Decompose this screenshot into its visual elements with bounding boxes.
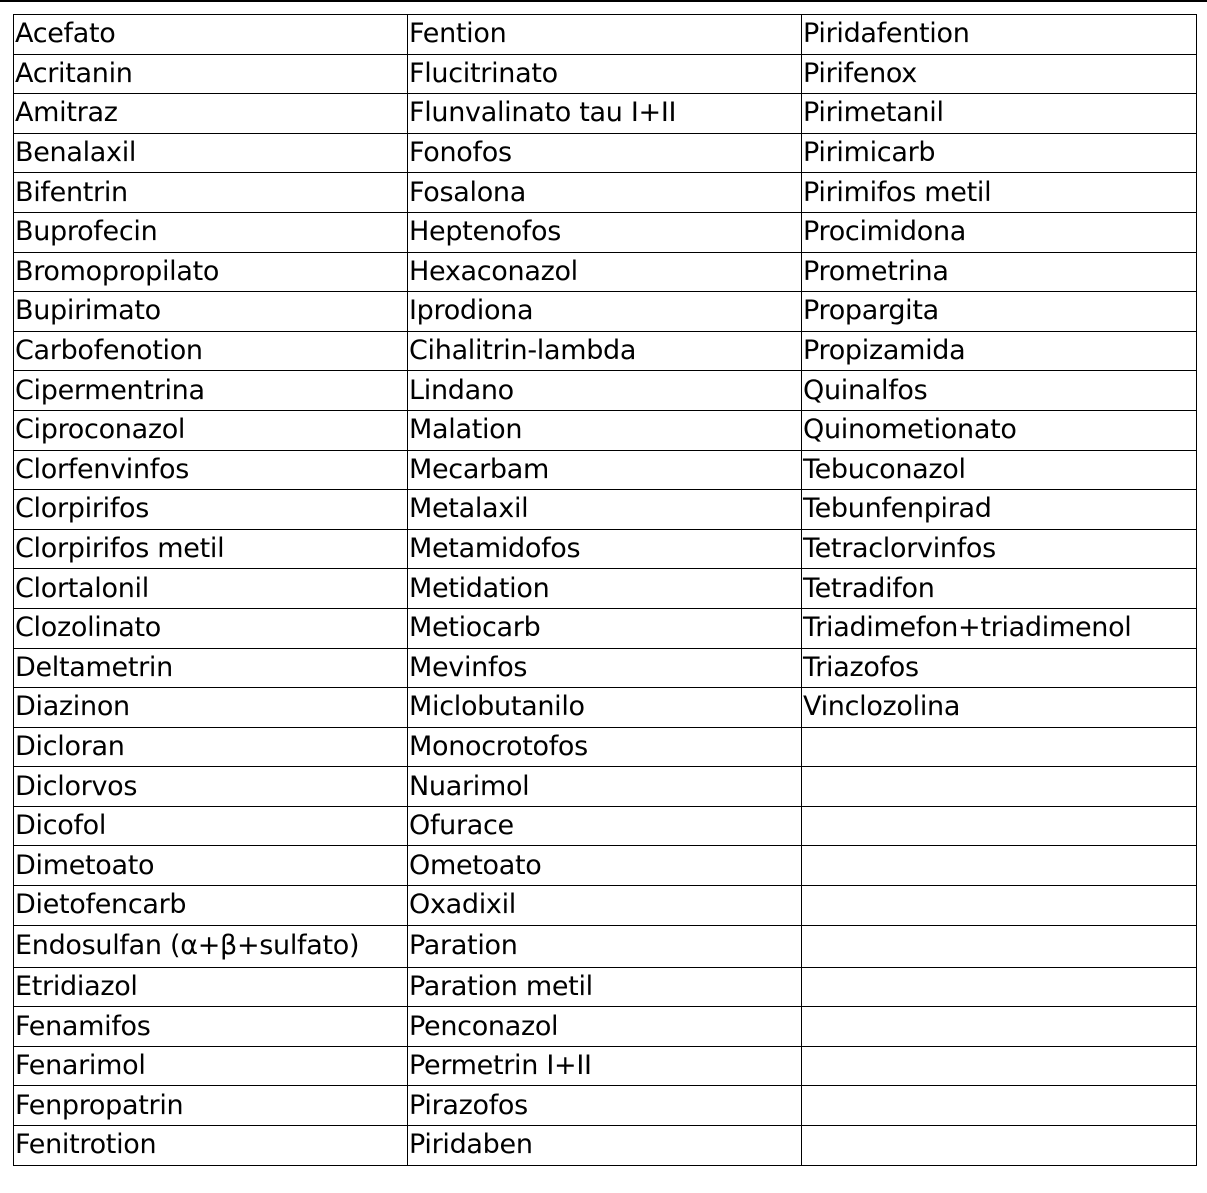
table-cell: Piridaben: [408, 1126, 802, 1166]
table-cell: Propargita: [802, 292, 1197, 332]
table-cell: Quinometionato: [802, 410, 1197, 450]
table-row: [14, 15, 1197, 55]
table-cell: Amitraz: [14, 94, 408, 134]
table-cell: Piridafention: [802, 15, 1197, 55]
table-cell: Ometoato: [408, 846, 802, 886]
table-cell: Acritanin: [14, 54, 408, 94]
table-cell: Diclorvos: [14, 767, 408, 807]
table-row: [14, 967, 1197, 1007]
table-cell: Pirimetanil: [802, 94, 1197, 134]
table-cell: Cihalitrin-lambda: [408, 331, 802, 371]
table-cell: Iprodiona: [408, 292, 802, 332]
table-cell: [802, 1086, 1197, 1126]
table-cell: Propizamida: [802, 331, 1197, 371]
table-cell: Endosulfan (α+β+sulfato): [14, 925, 408, 967]
table-cell: Pirimicarb: [802, 133, 1197, 173]
table-cell: Nuarimol: [408, 767, 802, 807]
table-cell: Ofurace: [408, 806, 802, 846]
table-cell: Bromopropilato: [14, 252, 408, 292]
table-cell: Pirifenox: [802, 54, 1197, 94]
table-row: [14, 331, 1197, 371]
table-cell: Ciproconazol: [14, 410, 408, 450]
table-cell: Dicofol: [14, 806, 408, 846]
table-cell: Fention: [408, 15, 802, 55]
pesticide-table-body: [14, 15, 1197, 1166]
table-row: [14, 688, 1197, 728]
table-cell: Lindano: [408, 371, 802, 411]
table-cell: Metiocarb: [408, 608, 802, 648]
table-cell: Clorpirifos: [14, 490, 408, 530]
table-cell: Heptenofos: [408, 212, 802, 252]
table-cell: Etridiazol: [14, 967, 408, 1007]
table-cell: Flunvalinato tau I+II: [408, 94, 802, 134]
table-cell: Miclobutanilo: [408, 688, 802, 728]
table-cell: Dicloran: [14, 727, 408, 767]
table-cell: Fenamifos: [14, 1007, 408, 1047]
table-cell: [802, 925, 1197, 967]
table-cell: Metidation: [408, 569, 802, 609]
table-cell: Benalaxil: [14, 133, 408, 173]
table-cell: Malation: [408, 410, 802, 450]
table-row: [14, 371, 1197, 411]
table-cell: Carbofenotion: [14, 331, 408, 371]
table-cell: [802, 1007, 1197, 1047]
table-row: [14, 1046, 1197, 1086]
table-row: [14, 806, 1197, 846]
table-cell: [802, 1126, 1197, 1166]
table-cell: Tetraclorvinfos: [802, 529, 1197, 569]
table-cell: Hexaconazol: [408, 252, 802, 292]
table-cell: Metamidofos: [408, 529, 802, 569]
table-cell: Fenpropatrin: [14, 1086, 408, 1126]
table-row: [14, 529, 1197, 569]
table-cell: Tetradifon: [802, 569, 1197, 609]
table-cell: Penconazol: [408, 1007, 802, 1047]
table-cell: [802, 846, 1197, 886]
table-cell: Tebuconazol: [802, 450, 1197, 490]
table-row: [14, 608, 1197, 648]
table-row: [14, 886, 1197, 926]
table-row: [14, 767, 1197, 807]
table-row: [14, 212, 1197, 252]
table-cell: Bifentrin: [14, 173, 408, 213]
top-rule: [0, 0, 1207, 2]
table-cell: Deltametrin: [14, 648, 408, 688]
table-cell: [802, 1046, 1197, 1086]
table-cell: Fenarimol: [14, 1046, 408, 1086]
table-cell: [802, 727, 1197, 767]
table-cell: Quinalfos: [802, 371, 1197, 411]
table-row: [14, 450, 1197, 490]
table-cell: Pirazofos: [408, 1086, 802, 1126]
table-cell: Buprofecin: [14, 212, 408, 252]
table-cell: Paration: [408, 925, 802, 967]
table-row: [14, 648, 1197, 688]
table-cell: Oxadixil: [408, 886, 802, 926]
table-cell: Fonofos: [408, 133, 802, 173]
table-cell: Triadimefon+triadimenol: [802, 608, 1197, 648]
table-cell: Prometrina: [802, 252, 1197, 292]
table-cell: Clorfenvinfos: [14, 450, 408, 490]
table-cell: Bupirimato: [14, 292, 408, 332]
table-cell: [802, 967, 1197, 1007]
table-row: [14, 94, 1197, 134]
table-cell: Monocrotofos: [408, 727, 802, 767]
table-cell: Mevinfos: [408, 648, 802, 688]
table-cell: Cipermentrina: [14, 371, 408, 411]
table-row: [14, 252, 1197, 292]
table-cell: Dietofencarb: [14, 886, 408, 926]
table-cell: Triazofos: [802, 648, 1197, 688]
table-cell: Mecarbam: [408, 450, 802, 490]
table-row: [14, 292, 1197, 332]
table-row: [14, 133, 1197, 173]
table-cell: Dimetoato: [14, 846, 408, 886]
table-row: [14, 410, 1197, 450]
table-cell: Clorpirifos metil: [14, 529, 408, 569]
table-cell: Procimidona: [802, 212, 1197, 252]
table-row: [14, 490, 1197, 530]
table-row: [14, 727, 1197, 767]
table-cell: Acefato: [14, 15, 408, 55]
table-row: [14, 1126, 1197, 1166]
table-cell: [802, 886, 1197, 926]
table-cell: Diazinon: [14, 688, 408, 728]
table-cell: [802, 767, 1197, 807]
table-row: [14, 173, 1197, 213]
table-row: [14, 54, 1197, 94]
table-cell: Metalaxil: [408, 490, 802, 530]
table-cell: Flucitrinato: [408, 54, 802, 94]
table-cell: Clortalonil: [14, 569, 408, 609]
table-row: [14, 846, 1197, 886]
table-cell: Tebunfenpirad: [802, 490, 1197, 530]
table-cell: Fenitrotion: [14, 1126, 408, 1166]
table-cell: Clozolinato: [14, 608, 408, 648]
table-row: [14, 1086, 1197, 1126]
table-row: [14, 1007, 1197, 1047]
table-cell: Fosalona: [408, 173, 802, 213]
table-row: [14, 569, 1197, 609]
table-cell: Permetrin I+II: [408, 1046, 802, 1086]
table-cell: [802, 806, 1197, 846]
pesticide-table: [13, 14, 1197, 1166]
table-row: [14, 925, 1197, 967]
table-cell: Pirimifos metil: [802, 173, 1197, 213]
table-cell: Vinclozolina: [802, 688, 1197, 728]
table-cell: Paration metil: [408, 967, 802, 1007]
